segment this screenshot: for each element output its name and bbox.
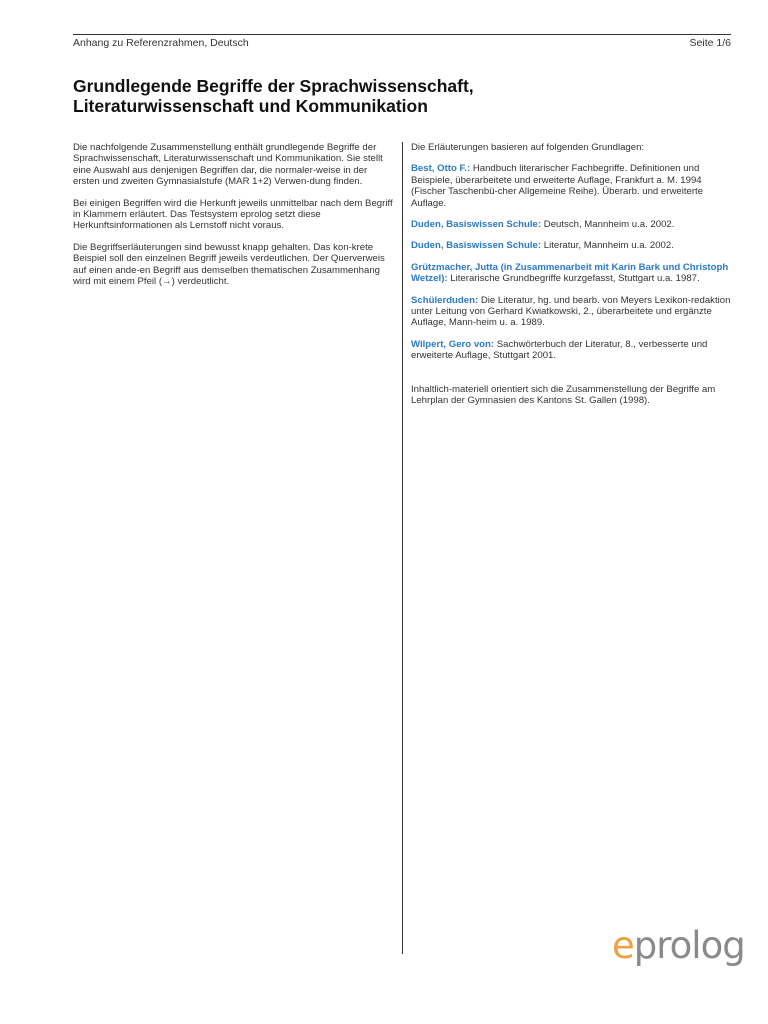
right-column (411, 142, 733, 417)
closing-paragraph: Inhaltlich-materiell orientiert sich die Zusammenstellung der Begriffe am Lehrplan der Gymnasien des Kantons St. Gallen (1998). (411, 383, 716, 407)
reference-item (411, 240, 733, 251)
header-document-name: Anhang zu Referenzrahmen, Deutsch (73, 37, 249, 49)
logo-wordmark: prolog (633, 924, 745, 967)
reference-item (411, 262, 733, 285)
reference-author: Duden, Basiswissen Schule: (411, 240, 542, 252)
logo-letter-e: e (612, 924, 634, 967)
reference-author: Schülerduden: (411, 294, 479, 306)
sources-intro: Die Erläuterungen basieren auf folgenden Grundlagen: (411, 142, 645, 153)
reference-text: Literatur, Mannheim u.a. 2002. (541, 240, 674, 252)
reference-item (411, 219, 733, 230)
header-page-number: Seite 1/6 (689, 37, 731, 49)
page-header (73, 34, 731, 49)
title-line-1: Grundlegende Begriffe der Sprachwissenschaft, (73, 76, 474, 96)
reference-author: Grützmacher, Jutta (in Zusammenarbeit mit Karin Bark und Christoph Wetzel): (411, 261, 729, 285)
page-title (73, 76, 713, 116)
reference-text: Literarische Grundbegriffe kurzgefasst, Stuttgart u.a. 1987. (447, 273, 700, 285)
intro-paragraph-3: Die Begriffserläuterungen sind bewusst knapp gehalten. Das kon-krete Beispiel soll den einzelnen Begriff jeweils verdeutlichen. Der Querverweis auf einen ande-en Begriff aus demselben thematischen Zusammenhang wird mit einem Pfeil (→) verdeutlicht. (73, 241, 385, 288)
reference-author: Wilpert, Gero von: (411, 338, 495, 350)
reference-text: Handbuch literarischer Fachbegriffe. Definitionen und Beispiele, überarbeitete und erweiterte Auflage, Frankfurt a. M. 1994 (Fischer Taschenbü-cher Allgemeine Reihe). Überarb. und erweiterte Auflage. (411, 163, 704, 209)
reference-text: Sachwörterbuch der Literatur, 8., verbesserte und erweiterte Auflage, Stuttgart 2001. (411, 338, 708, 362)
column-divider (402, 142, 403, 954)
reference-item (411, 163, 733, 209)
reference-author: Duden, Basiswissen Schule: (411, 219, 542, 231)
eprolog-logo (612, 924, 745, 967)
intro-paragraph-2: Bei einigen Begriffen wird die Herkunft jeweils unmittelbar nach dem Begriff in Klammern erläutert. Das Testsystem eprolog setzt diese Herkunftsinformationen als Lernstoff nicht voraus. (73, 197, 393, 232)
reference-item (411, 295, 733, 329)
reference-author: Best, Otto F.: (411, 163, 471, 175)
reference-text: Die Literatur, hg. und bearb. von Meyers Lexikon-redaktion unter Leitung von Gerhard Kwiatkowski, 2., überarbeitete und ergänzte Auflage, Mann-heim u. a. 1989. (411, 294, 731, 329)
reference-item (411, 339, 733, 362)
intro-paragraph-1: Die nachfolgende Zusammenstellung enthält grundlegende Begriffe der Sprachwissenschaft, Literaturwissenschaft und Kommunikation. Sie stellt eine Auswahl aus denjenigen Begriffen dar, die normaler-weise in der ersten und zweiten Gymnasialstufe (MAR 1+2) Verwen-dung finden. (73, 142, 383, 188)
reference-text: Deutsch, Mannheim u.a. 2002. (541, 219, 675, 231)
title-line-2: Literaturwissenschaft und Kommunikation (73, 96, 428, 116)
left-column (73, 142, 395, 297)
